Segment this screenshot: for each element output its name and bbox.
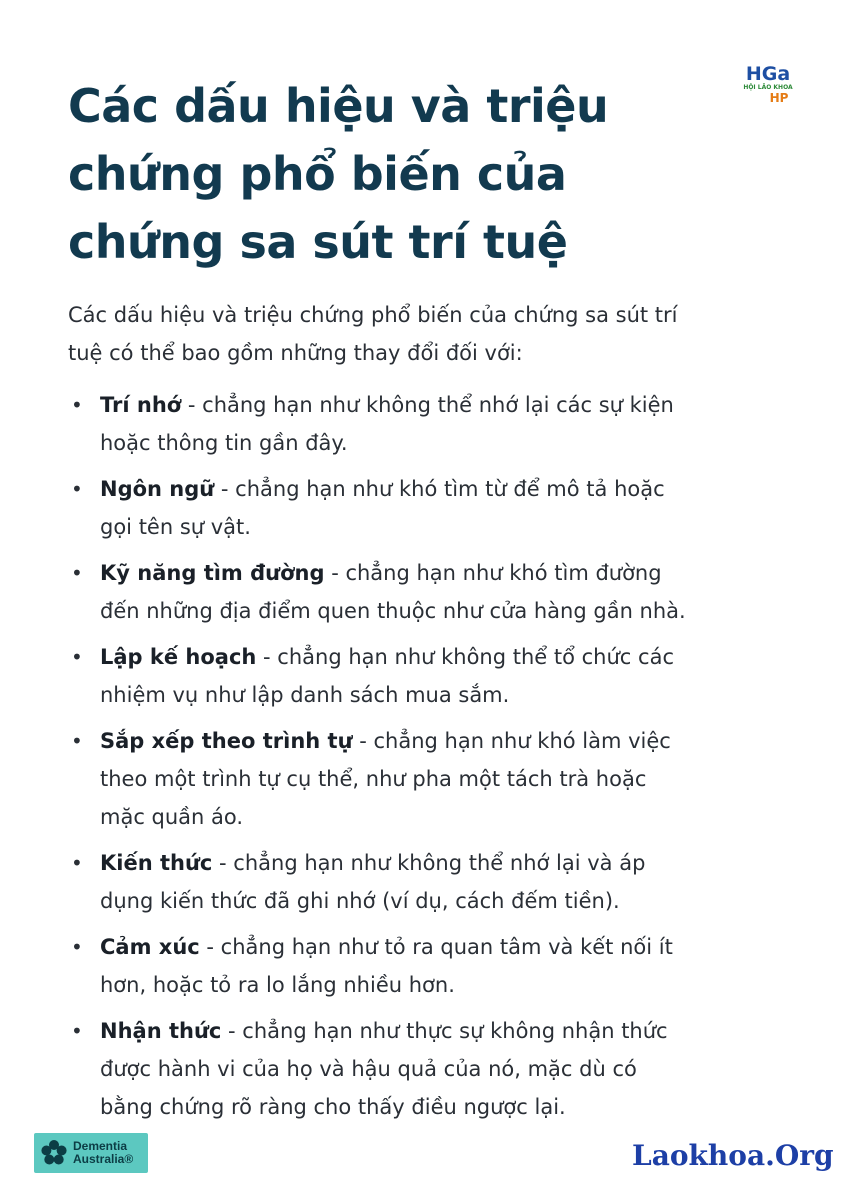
intro-line-2: tuệ có thể bao gồm những thay đổi đối với:	[68, 341, 523, 365]
bullet-icon: •	[71, 477, 83, 501]
bullet-icon: •	[71, 729, 83, 753]
symptom-list	[68, 386, 828, 1134]
item-text: - chẳng hạn như tỏ ra quan tâm và kết nối ít	[199, 935, 673, 959]
hga-logo-main: HGa	[745, 63, 791, 85]
item-text: đến những địa điểm quen thuộc như cửa hàng gần nhà.	[100, 599, 686, 623]
dementia-australia-wordmark	[73, 1140, 133, 1166]
intro-paragraph	[68, 296, 788, 372]
list-item	[68, 1012, 828, 1126]
item-term: Kiến thức	[100, 851, 213, 875]
item-text: được hành vi của họ và hậu quả của nó, mặc dù có	[100, 1057, 637, 1081]
bullet-icon: •	[71, 935, 83, 959]
title-line-2: chứng phổ biến của	[68, 147, 567, 201]
list-item	[68, 928, 828, 1004]
da-line-1: Dementia	[73, 1139, 128, 1153]
list-item	[68, 844, 828, 920]
bullet-icon: •	[71, 1019, 83, 1043]
item-text: - chẳng hạn như không thể nhớ lại và áp	[212, 851, 646, 875]
hga-logo-hp: HP	[769, 91, 789, 105]
item-text: hoặc thông tin gần đây.	[100, 431, 348, 455]
item-text: - chẳng hạn như không thể nhớ lại các sự kiện	[181, 393, 674, 417]
item-text: - chẳng hạn như khó tìm đường	[324, 561, 662, 585]
item-text: - chẳng hạn như khó tìm từ để mô tả hoặc	[214, 477, 665, 501]
item-text: dụng kiến thức đã ghi nhớ (ví dụ, cách đếm tiền).	[100, 889, 620, 913]
flower-logo-icon	[40, 1139, 68, 1167]
intro-line-1: Các dấu hiệu và triệu chứng phổ biến của chứng sa sút trí	[68, 303, 678, 327]
item-term: Nhận thức	[100, 1019, 222, 1043]
list-item	[68, 722, 828, 836]
list-item	[68, 386, 828, 462]
item-text: mặc quần áo.	[100, 805, 244, 829]
item-term: Lập kế hoạch	[100, 645, 257, 669]
item-text: - chẳng hạn như khó làm việc	[352, 729, 671, 753]
item-text: - chẳng hạn như thực sự không nhận thức	[221, 1019, 668, 1043]
bullet-icon: •	[71, 851, 83, 875]
list-item	[68, 470, 828, 546]
item-text: hơn, hoặc tỏ ra lo lắng nhiều hơn.	[100, 973, 455, 997]
page-title	[68, 72, 708, 276]
item-text: gọi tên sự vật.	[100, 515, 251, 539]
bullet-icon: •	[71, 561, 83, 585]
bullet-icon: •	[71, 645, 83, 669]
item-term: Sắp xếp theo trình tự	[100, 729, 353, 753]
list-item	[68, 638, 828, 714]
item-text: theo một trình tự cụ thể, như pha một tách trà hoặc	[100, 767, 647, 791]
item-term: Ngôn ngữ	[100, 477, 215, 501]
dementia-australia-logo	[34, 1133, 148, 1173]
item-term: Cảm xúc	[100, 935, 200, 959]
hga-logo-sub: HỘI LÃO KHOA	[743, 84, 793, 91]
site-name: Laokhoa.Org	[632, 1139, 834, 1172]
list-item	[68, 554, 828, 630]
title-line-1: Các dấu hiệu và triệu	[68, 79, 609, 133]
item-term: Kỹ năng tìm đường	[100, 561, 325, 585]
item-text: bằng chứng rõ ràng cho thấy điều ngược lại.	[100, 1095, 566, 1119]
da-line-2: Australia®	[73, 1152, 134, 1166]
item-text: - chẳng hạn như không thể tổ chức các	[256, 645, 674, 669]
hga-logo	[738, 64, 798, 112]
title-line-3: chứng sa sút trí tuệ	[68, 215, 568, 269]
item-term: Trí nhớ	[100, 393, 182, 417]
item-text: nhiệm vụ như lập danh sách mua sắm.	[100, 683, 510, 707]
bullet-icon: •	[71, 393, 83, 417]
